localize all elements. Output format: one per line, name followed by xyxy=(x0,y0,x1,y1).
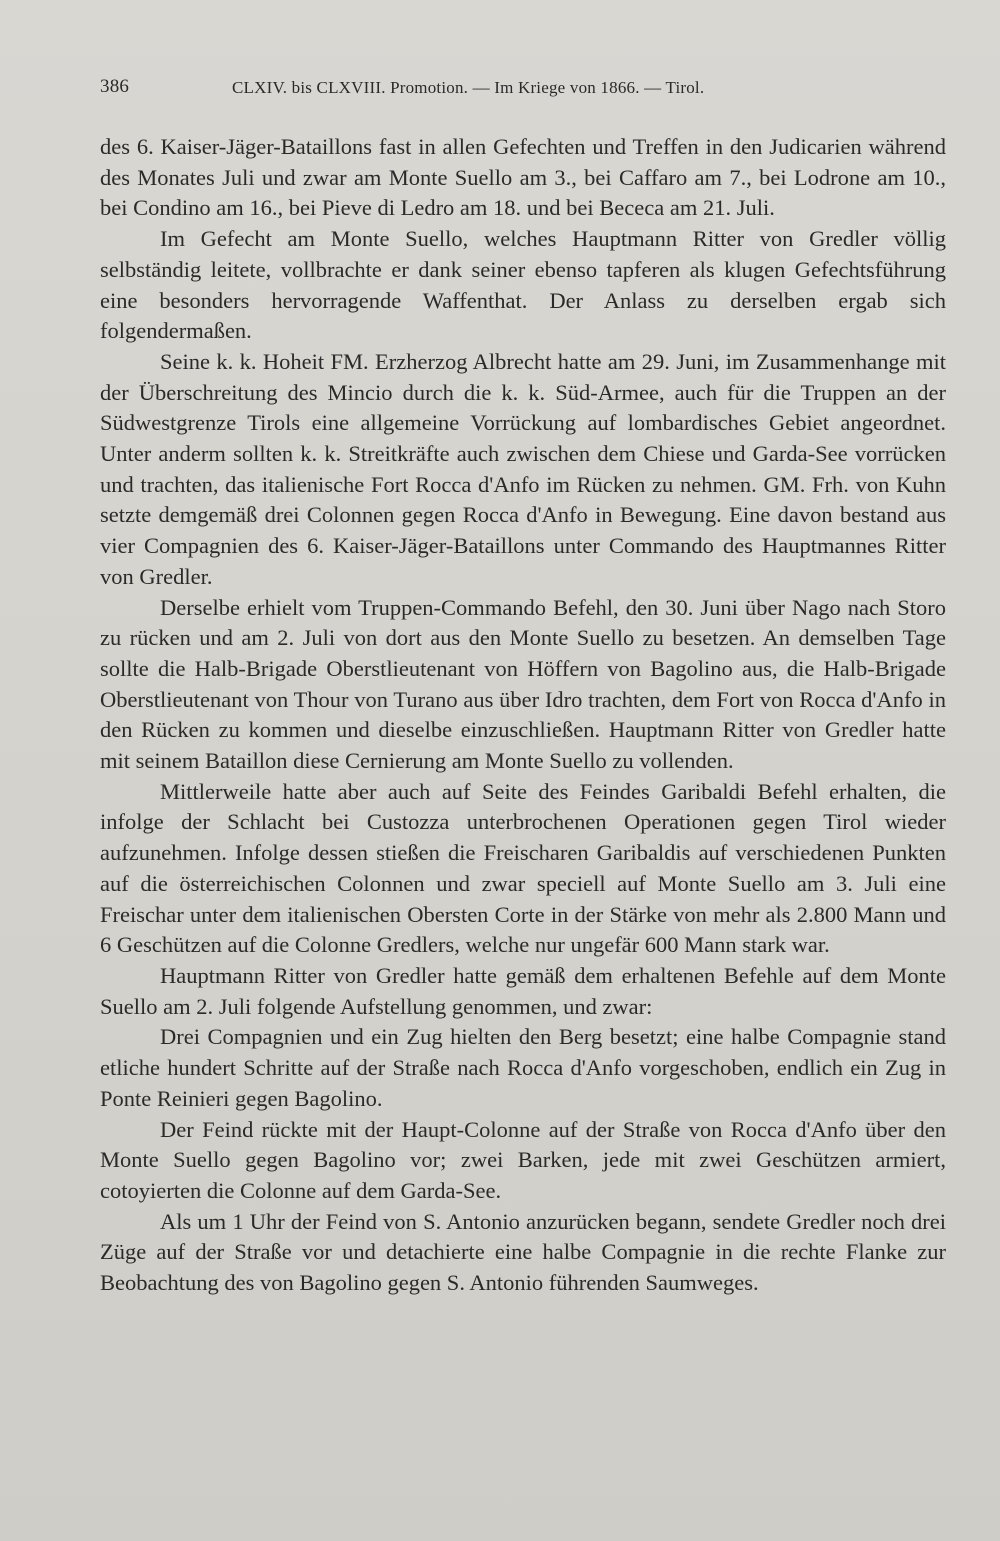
paragraph-9: Als um 1 Uhr der Feind von S. Antonio anzurücken begann, sendete Gredler noch drei Züge auf der Straße vor und detachierte eine halbe Compagnie in die rechte Flanke zur Beobachtung des von Bagolino gegen S. Antonio führenden Saumweges. xyxy=(100,1208,946,1296)
paragraph-8: Der Feind rückte mit der Haupt-Colonne auf der Straße von Rocca d'Anfo über den Monte Suello gegen Bagolino vor; zwei Barken, jede mit zwei Geschützen armiert, cotoyierten die Colonne auf dem Garda-See. xyxy=(100,1116,946,1203)
paragraph-5: Mittlerweile hatte aber auch auf Seite des Feindes Garibaldi Befehl erhalten, die infolge der Schlacht bei Custozza unterbrochenen Operationen gegen Tirol wieder aufzunehmen. Infolge dessen stießen die Freischaren Garibaldis auf verschiedenen Punkten auf die österreichischen Colonnen und zwar speciell auf Monte Suello am 3. Juli eine Freischar unter dem italienischen Obersten Corte in der Stärke von mehr als 2.800 Mann und 6 Geschützen auf die Colonne Gredlers, welche nur ungefär 600 Mann stark war. xyxy=(100,778,946,958)
running-head xyxy=(100,76,900,100)
body-text xyxy=(100,132,946,1299)
paragraph-2: Im Gefecht am Monte Suello, welches Hauptmann Ritter von Gredler völlig selbständig leitete, vollbrachte er dank seiner ebenso tapferen als klugen Gefechtsführung eine besonders hervorragende Waffenthat. Der Anlass zu derselben ergab sich folgendermaßen. xyxy=(100,226,946,344)
paragraph-1: des 6. Kaiser-Jäger-Bataillons fast in allen Gefechten und Treffen in den Judicarien während des Monates Juli und zwar am Monte Suello am 3., bei Caffaro am 7., bei Lodrone am 10., bei Condino am 16., bei Pieve di Ledro am 18. und bei Bececa am 21. Juli. xyxy=(100,134,946,221)
page-number: 386 xyxy=(100,76,130,97)
paragraph-3: Seine k. k. Hoheit FM. Erzherzog Albrecht hatte am 29. Juni, im Zusammenhange mit der Überschreitung des Mincio durch die k. k. Süd-Armee, auch für die Truppen an der Südwestgrenze Tirols eine allgemeine Vorrückung auf lombardisches Gebiet angeordnet. Unter anderm sollten k. k. Streitkräfte auch zwischen dem Chiese und Garda-See vorrücken und trachten, das italienische Fort Rocca d'Anfo im Rücken zu nehmen. GM. Frh. von Kuhn setzte demgemäß drei Colonnen gegen Rocca d'Anfo in Bewegung. Eine davon bestand aus vier Compagnien des 6. Kaiser-Jäger-Bataillons unter Commando des Hauptmannes Ritter von Gredler. xyxy=(100,348,946,589)
paragraph-7: Drei Compagnien und ein Zug hielten den Berg besetzt; eine halbe Compagnie stand etliche hundert Schritte auf der Straße nach Rocca d'Anfo vorgeschoben, endlich ein Zug in Ponte Reinieri gegen Bagolino. xyxy=(100,1024,946,1111)
paragraph-6: Hauptmann Ritter von Gredler hatte gemäß dem erhaltenen Befehle auf dem Monte Suello am 2. Juli folgende Aufstellung genommen, und zwar: xyxy=(100,962,946,1019)
running-title: CLXIV. bis CLXVIII. Promotion. — Im Kriege von 1866. — Tirol. xyxy=(232,78,705,97)
paragraph-4: Derselbe erhielt vom Truppen-Commando Befehl, den 30. Juni über Nago nach Storo zu rücken und am 2. Juli von dort aus den Monte Suello zu besetzen. An demselben Tage sollte die Halb-Brigade Oberstlieutenant von Höffern von Bagolino aus, die Halb-Brigade Oberstlieutenant von Thour von Turano aus über Idro trachten, dem Fort von Rocca d'Anfo in den Rücken zu kommen und dieselbe einzuschließen. Hauptmann Ritter von Gredler hatte mit seinem Bataillon diese Cernierung am Monte Suello zu vollenden. xyxy=(100,594,946,774)
